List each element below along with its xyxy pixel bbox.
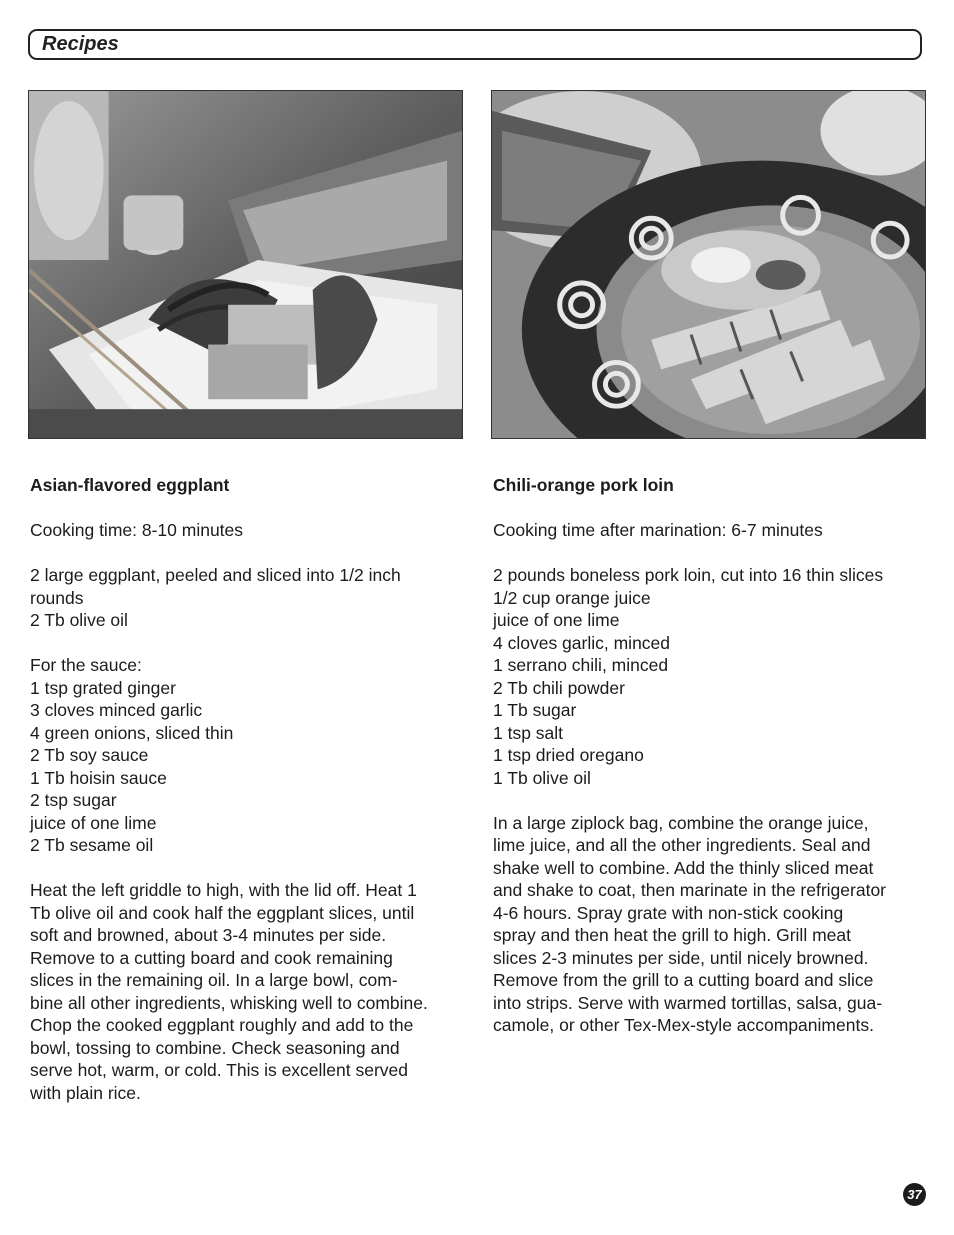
cooking-time: Cooking time after marination: 6-7 minutes — [493, 520, 823, 540]
sauce-ingredient: 2 tsp sugar — [30, 790, 117, 810]
directions-line: Remove from the grill to a cutting board and slice — [493, 970, 874, 990]
ingredient-line: 1 Tb sugar — [493, 700, 577, 720]
directions-line: serve hot, warm, or cold. This is excellent served — [30, 1060, 409, 1080]
ingredient-line: 1/2 cup orange juice — [493, 587, 651, 608]
pork-loin-dish-photo — [491, 90, 926, 439]
directions-line: shake well to combine. Add the thinly sliced meat — [493, 857, 874, 878]
recipe-title: Asian-flavored eggplant — [30, 475, 230, 495]
sauce-ingredient: 4 green onions, sliced thin — [30, 722, 234, 743]
ingredient-line: juice of one lime — [493, 610, 620, 630]
sauce-ingredient: 3 cloves minced garlic — [30, 700, 203, 720]
directions-line: Chop the cooked eggplant roughly and add to the — [30, 1015, 414, 1035]
ingredient-line: 1 serrano chili, minced — [493, 655, 669, 675]
sauce-ingredient: 1 Tb hoisin sauce — [30, 767, 167, 788]
pork-loin-photo-graphic — [492, 91, 925, 438]
eggplant-dish-photo — [28, 90, 463, 439]
ingredient-line: 2 pounds boneless pork loin, cut into 16 thin slices — [493, 565, 884, 585]
sauce-ingredient: 2 Tb soy sauce — [30, 745, 149, 765]
directions-line: into strips. Serve with warmed tortillas, salsa, gua- — [493, 992, 883, 1013]
eggplant-photo-graphic — [29, 91, 462, 438]
directions-line: camole, or other Tex-Mex-style accompaniments. — [493, 1015, 874, 1035]
ingredient-line: 1 Tb olive oil — [493, 767, 591, 788]
recipe-asian-eggplant — [30, 474, 470, 1104]
ingredient-line: 4 cloves garlic, minced — [493, 632, 671, 653]
directions-line: 4-6 hours. Spray grate with non-stick cooking — [493, 902, 844, 923]
directions-line: Tb olive oil and cook half the eggplant slices, until — [30, 902, 415, 923]
directions-line: with plain rice. — [30, 1082, 141, 1103]
sauce-ingredient: 2 Tb sesame oil — [30, 835, 154, 855]
directions-line: bowl, tossing to combine. Check seasoning and — [30, 1037, 400, 1058]
directions-line: soft and browned, about 3-4 minutes per side. — [30, 925, 387, 945]
ingredient-line: 2 large eggplant, peeled and sliced into 1/2 inch — [30, 565, 401, 585]
recipe-chili-orange-pork — [493, 474, 925, 1037]
ingredient-line: 2 Tb olive oil — [30, 610, 128, 630]
directions-line: Remove to a cutting board and cook remaining — [30, 947, 393, 968]
directions-line: spray and then heat the grill to high. Grill meat — [493, 925, 851, 945]
sauce-ingredient: juice of one lime — [30, 812, 157, 833]
ingredient-line: 1 tsp dried oregano — [493, 745, 644, 765]
directions-line: bine all other ingredients, whisking well to combine. — [30, 992, 428, 1013]
directions-line: In a large ziplock bag, combine the orange juice, — [493, 812, 869, 833]
page-number-badge: 37 — [903, 1183, 926, 1206]
directions-line: lime juice, and all the other ingredients. Seal and — [493, 835, 871, 855]
directions-line: and shake to coat, then marinate in the refrigerator — [493, 880, 887, 900]
directions-line: slices in the remaining oil. In a large bowl, com- — [30, 970, 398, 990]
ingredient-line: rounds — [30, 587, 84, 608]
ingredient-line: 1 tsp salt — [493, 722, 564, 743]
cooking-time: Cooking time: 8-10 minutes — [30, 520, 244, 540]
page-title: Recipes — [42, 33, 119, 55]
header-bar — [28, 29, 922, 60]
sauce-ingredient: 1 tsp grated ginger — [30, 677, 176, 698]
directions-line: slices 2-3 minutes per side, until nicely browned. — [493, 947, 869, 968]
directions-line: Heat the left griddle to high, with the lid off. Heat 1 — [30, 880, 417, 900]
ingredient-line: 2 Tb chili powder — [493, 677, 625, 698]
sauce-heading: For the sauce: — [30, 655, 142, 675]
recipe-title: Chili-orange pork loin — [493, 475, 674, 495]
